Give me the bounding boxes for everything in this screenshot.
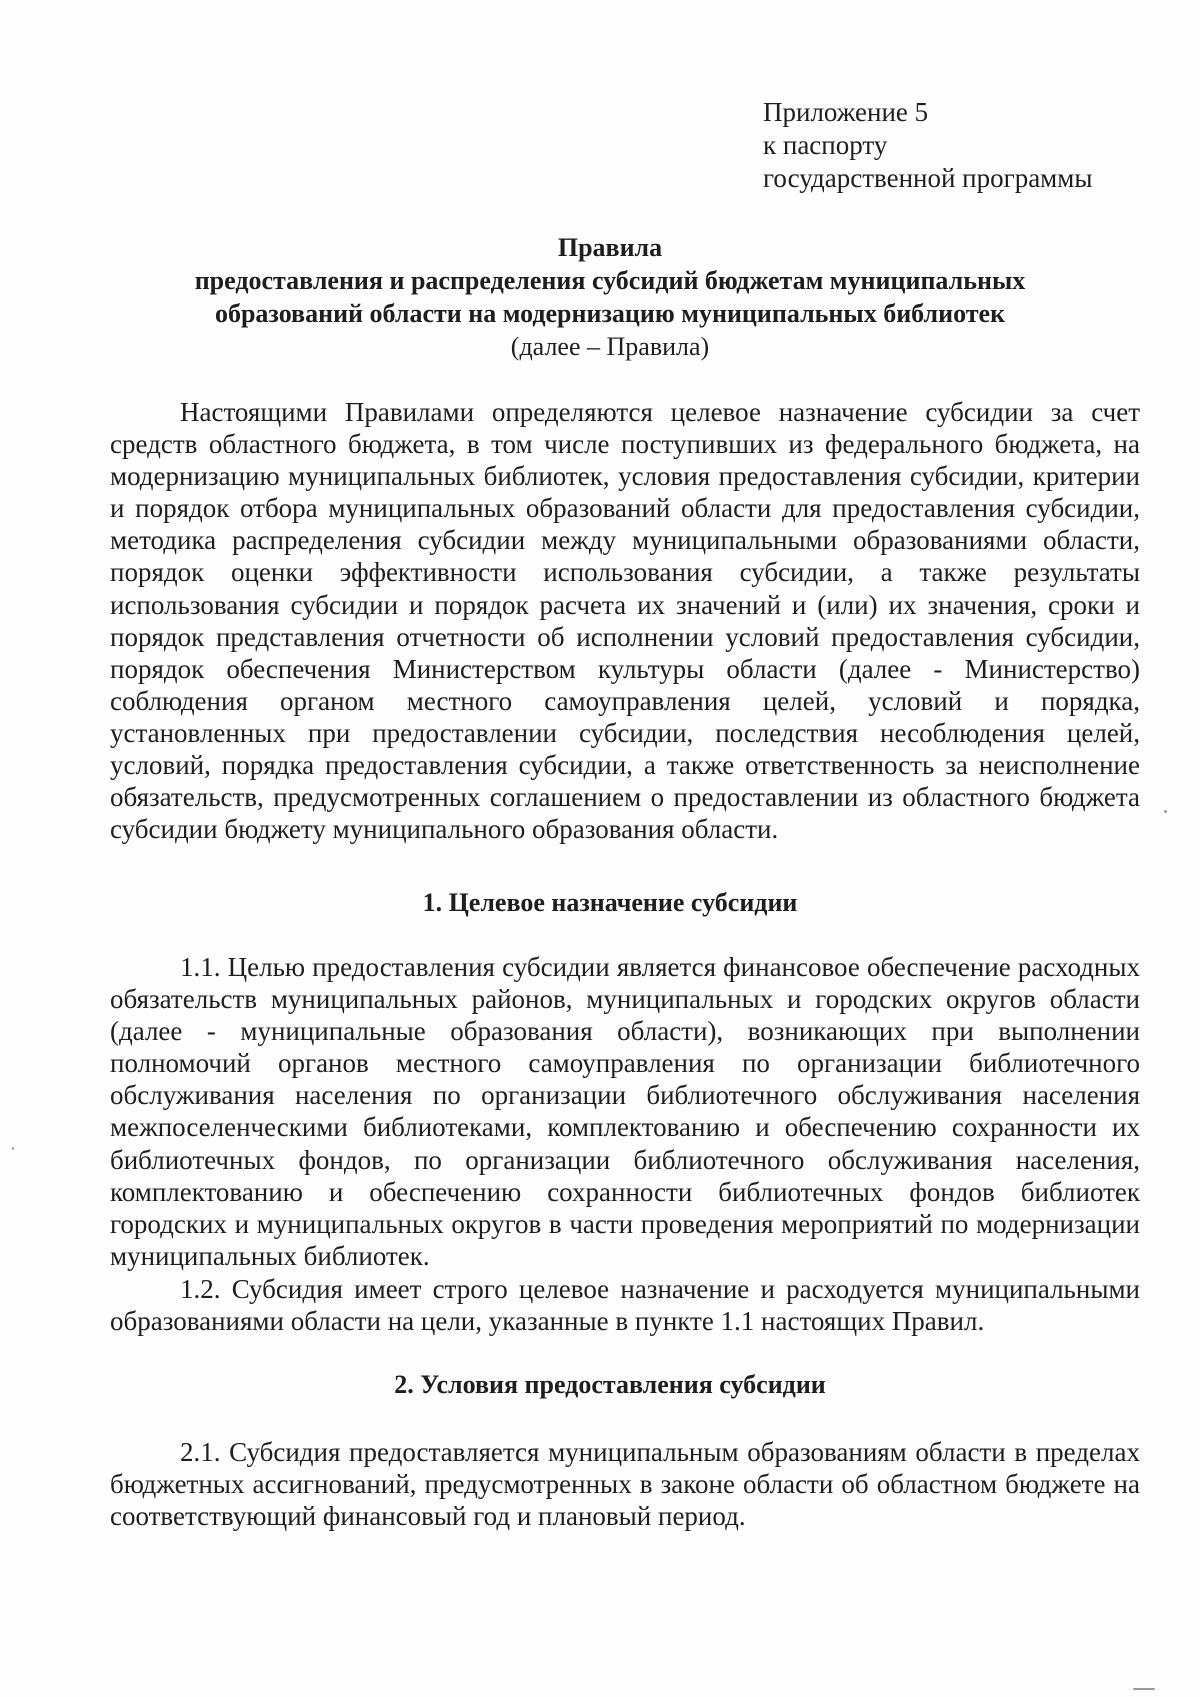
section-2-paragraph-1: 2.1. Субсидия предоставляется муниципальным образованиям области в пределах бюджетных ассигнований, предусмотренных в законе области об областном бюджете на соответствующий финансовый год и плановый период. bbox=[110, 1437, 1140, 1532]
document-title bbox=[110, 231, 1110, 363]
scan-speck bbox=[12, 1147, 14, 1150]
title-line-1: Правила bbox=[557, 233, 663, 262]
scan-speck bbox=[1133, 1688, 1155, 1690]
section-1-paragraph-2: 1.2. Субсидия имеет строго целевое назначение и расходуется муниципальными образованиями области на цели, указанные в пункте 1.1 настоящих Правил. bbox=[110, 1274, 1140, 1337]
intro-paragraph: Настоящими Правилами определяются целевое назначение субсидии за счет средств областного бюджета, в том числе поступивших из федерального бюджета, на модернизацию муниципальных библиотек, условия предоставления субсидии, критерии и порядок отбора муниципальных образований области для предоставления субсидии, методика распределения субсидии между муниципальными образованиями области, порядок оценки эффективности использования субсидии, а также результаты использования субсидии и порядок расчета их значений и (или) их значения, сроки и порядок представления отчетности об исполнении условий предоставления субсидии, порядок обеспечения Министерством культуры области (далее - Министерство) соблюдения органом местного самоуправления целей, условий и порядка, установленных при предоставлении субсидии, последствия несоблюдения целей, условий, порядка предоставления субсидии, а также ответственность за неисполнение обязательств, предусмотренных соглашением о предоставлении из областного бюджета субсидии бюджету муниципального образования области. bbox=[110, 397, 1140, 845]
annex-line-2: к паспорту bbox=[763, 130, 888, 160]
section-1-paragraph-1: 1.1. Целью предоставления субсидии является финансовое обеспечение расходных обязательств муниципальных районов, муниципальных и городских округов области (далее - муниципальные образования области), возникающих при выполнении полномочий органов местного самоуправления по организации библиотечного обслуживания населения по организации библиотечного обслуживания населения межпоселенческими библиотеками, комплектованию и обеспечению сохранности их библиотечных фондов, по организации библиотечного обслуживания населения, комплектованию и обеспечению сохранности библиотечных фондов библиотек городских и муниципальных округов в части проведения мероприятий по модернизации муниципальных библиотек. bbox=[110, 952, 1140, 1271]
section-2-heading: 2. Условия предоставления субсидии bbox=[394, 1370, 826, 1399]
title-line-2: предоставления и распределения субсидий бюджетам муниципальных bbox=[194, 266, 1026, 295]
annex-reference bbox=[763, 96, 1093, 195]
section-1-heading: 1. Целевое назначение субсидии bbox=[422, 888, 798, 917]
annex-line-1: Приложение 5 bbox=[763, 97, 929, 127]
scan-speck bbox=[1164, 810, 1167, 813]
title-line-3: образований области на модернизацию муниципальных библиотек bbox=[214, 299, 1006, 328]
title-line-4: (далее – Правила) bbox=[510, 332, 710, 361]
annex-line-3: государственной программы bbox=[763, 163, 1093, 193]
